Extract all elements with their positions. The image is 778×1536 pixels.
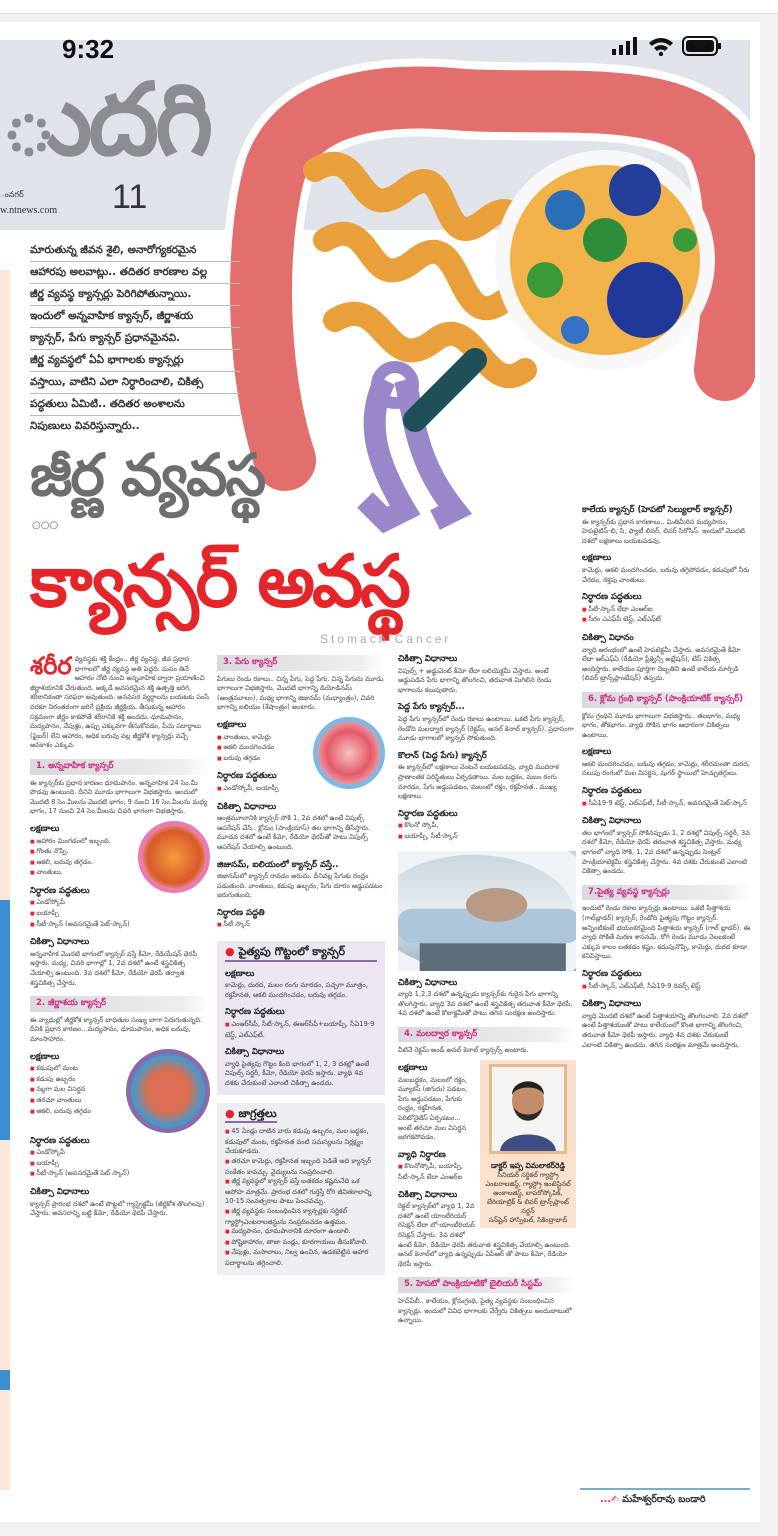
list-item: ■ కొలనో స్కోపీ,	[398, 821, 576, 832]
subheading: నిర్ధారణ పద్ధతులు	[30, 885, 90, 896]
section-text: క్యాన్సర్ ప్రారంభ దశలో ఉంటే పొట్టలో గ్యాస్ట్రెక్టమీ (జీర్ణకోశ తొలగింపు) చేస్తారు. అవసరాన్ని బట్టి కీమో, రేడియో థెరపీ చేస్తారు.	[30, 1199, 205, 1218]
cancer-cell-image	[138, 821, 210, 893]
section-text: తల భాగంలో క్యాన్సర్ సోకినప్పుడు 1, 2 దశల్లో విపుల్స్ సర్జరీ, 3వ దశలో కీమో, రేడియో థెరపీ తరువాత శస్త్రచికిత్స చేస్తారు. మధ్య భాగంలో వ్యాధి సోకి, 1, 2వ దశలో ఉన్నప్పుడు సెంట్రల్ పాంక్రియాటెక్టమీ శస్త్రచికిత్స చేస్తారు. 4వ దశకు చేరుకుంటే ఎలాంటి చికిత్సా ఉండదు.	[582, 828, 750, 876]
subheading: నిర్ధారణ పద్ధతులు	[582, 592, 642, 603]
byline	[600, 1494, 706, 1506]
list-item: ■ సీటీ-స్కాన్ (అవసరమైతే పెట్-స్కాన్)	[30, 920, 210, 931]
list-item: ■ తరచూ కామెర్లు, రక్తహీనత ఇబ్బంది పెడితే అది క్యాన్సర్ సంకేతం కావచ్చు. వైద్యులను సంప్రదించాలి.	[225, 1157, 377, 1177]
subheading: నిర్ధారణ పద్ధతులు	[30, 1135, 90, 1146]
section-text: వ్యాధి 1,2,3 దశలో ఉన్నప్పుడు క్యాన్సర్‌కు గురైన పేగు భాగాన్ని తొలగిస్తారు. వ్యాధి 3వ దశలో ఉంటే శస్త్రచికిత్స తరువాత కీమో థెరపీ, 4వ దశలో ఉంటే కొలాక్టమీతో పాటు తగిన సంరక్షణ అందిస్తారు.	[398, 990, 573, 1018]
intro-line: పద్ధతులు ఏమిటి.. తదితర అంశాలను	[30, 394, 240, 416]
list-item: ■ బయాప్సీ	[30, 1159, 210, 1170]
column-1	[30, 652, 210, 1219]
section-text: వీటినే రెక్టమ్ అండ్ అనల్ కెనాల్ క్యాన్సర్స్ అంటారు.	[398, 1046, 529, 1055]
intro-line: జీర్ణ వ్యవస్థ క్యాన్సర్లు పెరిగిపోతున్నాయి.	[30, 284, 240, 306]
masthead-place: ంనగర్	[0, 190, 24, 199]
dropcap: శరీర	[30, 652, 72, 680]
list-item: ■ పోష్టికాహారం, తాజా పండ్లు, కూరగాయలు తీసుకోవాలి.	[225, 1238, 377, 1249]
list-item: ■ జీర్ణ వ్యవస్థలో క్యాన్సర్ వస్తే బతకడం కష్టమనేది ఒక అపోహ మాత్రమే. ప్రారంభ దశలో గుర్తిస్తే రోగి జీవితకాలాన్ని 10-15 సంవత్సరాల పాటు పెంచవచ్చు.	[225, 1177, 377, 1207]
section-text: కామెర్లు, దురద, మలం రంగు మారడం, పచ్చగా మూత్రం, రక్తహీనత, ఆకలి మందగించడం, బరువు తగ్గడం.	[225, 981, 368, 999]
section-text: పేగులు రెండు రకాలు.. చిన్న పేగు, పెద్ద పేగు. చిన్న పేగును మూడు భాగాలుగా విభజిస్తారు. మొదటి భాగాన్ని డియోడినమ్ (ఆంత్రమూలం), మధ్య భాగాన్ని జిజునమ్ (మధ్యాంత్రం), చివరి భాగాన్ని ఐలియం (శేషాంత్రం) అంటారు.	[217, 674, 384, 712]
section-text: ఈ క్యాన్సర్‌కు ప్రధాన కారణం ధూమపానం. అన్నవాహిక 24 సెం.మీ పొడవు ఉంటుంది. దీనిని మూడు భాగాలుగా విభజిస్తారు. అందులో మొదటి 8 సెం.మీలను మొదటి భాగం, 9 నుంచి 16 సెం.మీలను మధ్య భాగం, 17 నుంచి 24 సెం.మీలను చివరి భాగంగా విభజిస్తారు.	[30, 778, 208, 816]
section-heading: 3. పేగు క్యాన్సర్	[217, 655, 385, 671]
intro-line: ఆహారపు అలవాట్లు.. తదితర కారణాల వల్ల	[30, 262, 240, 284]
subheading: నిర్ధారణ పద్ధతి	[217, 907, 265, 918]
list-item: ■ కడుపు ఉబ్బరం	[30, 1075, 210, 1086]
list-item: ■ సీరం ఎఎఫ్‌పీ టెస్ట్, ఎల్‌ఎఫ్‌టీ	[582, 615, 750, 626]
subheading: చికిత్సా విధానాలు	[582, 816, 642, 827]
list-item: ■ ఆహారం మింగడంలో ఇబ్బంది.	[30, 837, 210, 848]
section-heading: 7.పైత్య వ్యవస్థ క్యాన్సర్లు	[582, 885, 750, 901]
decorative-dots: ○○○	[32, 520, 59, 531]
section-text: ఈ క్యాన్సర్‌కు ప్రధాన కారణాలు.. మితిమీరిన మద్యపానం, హెపటైటిస్-బి, సి, ఫ్యాటీ లివర్, లివర్ సిరోసిస్. ఇందులో మొదటి దశలో లక్షణాలు బయటపడవు.	[582, 517, 745, 545]
ct-scanner-image	[398, 851, 576, 971]
subheading: లక్షణాలు	[30, 823, 60, 834]
list-item: ■ సీటీ-స్కాన్ (అవసరమైతే పెట్ స్కాన్)	[30, 1169, 210, 1180]
pen-icon: ...✍	[600, 1494, 619, 1505]
subheading: లక్షణాలు	[30, 1051, 60, 1062]
intro-line: నిపుణులు వివరిస్తున్నారు..	[30, 420, 140, 432]
doctor-title: సీనియర్ సర్జికల్ గ్యాస్ట్రో ఎంటరాలజిస్ట్, గ్యాస్ట్రో ఇంటెస్టినల్ ఆంకాలజిస్ట్, లాపరోస్కోపిక్, బేరియాట్రిక్ & లివర్ ట్రాన్స్‌ప్లాంట్ సర్జన్	[485, 1171, 571, 1216]
subheading: జిజునమ్, ఐలియంలో క్యాన్సర్ వస్తే..	[217, 859, 339, 870]
subheading: చికిత్సా విధానాలు	[398, 1189, 458, 1200]
section-text: ఆకలి మందగించడం, బరువు తగ్గడం, కామెర్లు, శరీరమంతా దురద, నలుపు రంగులో మల విసర్జన, షుగర్ స్థాయిలో హెచ్చుతగ్గులు.	[582, 759, 750, 778]
list-item: ■ గొంతు నొప్పి.	[30, 847, 210, 858]
subheading: నిర్ధారణ పద్ధతులు	[582, 968, 642, 979]
subheading: నిర్ధారణ పద్ధతులు	[582, 786, 642, 797]
list-item: ■ సీటీ స్కాన్	[217, 920, 385, 931]
list-item: ■ వేపుళ్లు, మసాలాలు, నిల్వ ఉంచిన, ఉడకబెట్టిన ఆహార పదార్థాలను తగ్గించాలి.	[225, 1248, 377, 1268]
section-text: మలబద్ధకం, మలంలో రక్తం, మ్యూకస్ (జిగురు) పడటం, పేగు అడ్డుపడటం, పేగుకు రంధ్రం, రక్తహీనత, పెరిటోనైటిస్ ఏర్పడటం... అంటే తరచూ మల విసర్జన జరగకపోవడం.	[398, 1075, 468, 1142]
column-3	[398, 655, 576, 1326]
intro-line: క్యాన్సర్, పేగు క్యాన్సర్ ప్రధానమైనవి.	[30, 328, 240, 350]
section-text: పెద్ద పేగు క్యాన్సర్‌లో రెండు రకాలు ఉంటాయి. ఒకటి పేగు క్యాన్సర్, రెండోది మలద్వార క్యాన్సర్ (రెక్టమ్, అనల్ కెనాల్ క్యాన్సర్). ప్రధానంగా మూడు భాగాలలో క్యాన్సర్ సోకుతుంది.	[398, 714, 574, 743]
list-item: ■ ఆకలి, బరువు తగ్గడం	[30, 1107, 210, 1118]
subheading: కాలేయ క్యాన్సర్ (హెపటో సెల్యులార్ క్యాన్సర్)	[582, 505, 733, 515]
left-edge-strip	[0, 270, 10, 1490]
section-text: ఆంత్రమూలానికి క్యాన్సర్ సోకి 1, 2వ దశలో ఉంటే విపుల్స్ ఆపరేషన్ చేసి.. క్లోమం (పాంక్రియాస్) తల భాగాన్ని తీసేస్తారు. మూడవ దశలో ఉంటే కీమో, రేడియో థెరపీతో పాటు విపుల్స్ ఆపరేషన్ చేయాల్సి ఉంటుంది.	[217, 814, 371, 851]
list-item: ■ బరువు తగ్గడం	[217, 754, 385, 765]
lead-text: వ్యవస్థకు శక్తి కేంద్రం.. జీర్ణ వ్యవస్థ. జీవ ప్రధాన భాగాలలో జీర్ణ వ్యవస్థ అతి పెద్దది. మనం తినే ఆహారం నోటి నుంచి అన్నవాహిక ద్వారా ప్రయాణించి జీర్ణాశయానికి చేరుతుంది. అక్కడే అవసరమైన శక్తి ఉత్పత్తి జరిగి, శరీరానికంతా సరఫరా అవుతుంది. అనవసర వ్యర్థాలను బయటకు పంపే వరకూ నిరంతరంగా జరిగే ప్రక్రియ జీర్ణక్రియ. తీసుకున్న ఆహారం సక్రమంగా జీర్ణం కాకపోతే శరీరానికి శక్తి అందదు. ధూమపానం, మద్యపానం, వేపుళ్లు, ఉప్పు ఎక్కువగా తీసుకోవడం, పీచు పదార్థాలు (ఫైబర్) లేని ఆహారం, అధిక బరువు వల్ల జీర్ణకోశ క్యాన్సర్లు వచ్చే అవకాశం ఎక్కువ.	[30, 655, 209, 750]
subheading: చికిత్సా విధానాలు	[398, 654, 458, 664]
box-heading: ● జాగ్రత్తలు	[225, 1109, 277, 1124]
intro-line: మారుతున్న జీవన శైలి, అనారోగ్యకరమైన	[30, 240, 240, 262]
subheading: నిర్ధారణ పద్ధతులు	[217, 771, 277, 782]
section-text: క్లోమ గ్రంథిని మూడు భాగాలుగా విభజిస్తారు.. తలభాగం, మధ్య భాగం, తోకభాగం. వ్యాధి సోకిన భాగం ఆధారంగా చికిత్సలు ఉంటాయి.	[582, 711, 741, 739]
subheading: నిర్ధారణ పద్ధతులు	[225, 1007, 285, 1018]
section-text: విపుల్స్ + అడ్జువెంట్ కీమో లేదా ఐలియెక్టమీ చేస్తారు. అంటే అడ్డుపడిన పేగు భాగాన్ని తొలగించి, తరువాత మిగిలిన రెండు భాగాలను కలుపుతారు.	[398, 666, 552, 694]
intro-text	[30, 240, 240, 437]
section-text: ఈ క్యాన్సర్‌లో లక్షణాలు వెంటనే బయటపడవు. వ్యాధి ముదిరాక ప్రాణాంతక పరిస్థితులు ఏర్పడతాయి. మల బద్ధకం, మలం రంగు మారడం, పేగు అడ్డుపడటం, మలంలో రక్తం, రక్తహీనత.. ముఖ్య లక్షణాలు.	[398, 763, 559, 801]
intro-line: ఇందులో అన్నవాహిక క్యాన్సర్, జీర్ణాశయ	[30, 306, 240, 328]
doctor-hospital: సన్‌షైన్ హాస్పిటల్, సికింద్రాబాద్	[488, 1216, 568, 1225]
section-heading: 2. జీర్ణాశయ క్యాన్సర్	[30, 996, 210, 1012]
digestive-system-illustration	[215, 40, 755, 560]
section-text: జిజునమ్‌లో క్యాన్సర్ రావడం అరుదు. దీనివల్ల పేగుకు రంధ్రం పడుతుంది. వాంతులు, కడుపు ఉబ్బరం, పేగు దూరం అడ్డుపడటం జరుగుతుంది.	[217, 872, 383, 900]
list-item: ■ బయాప్సీ, సీటీ-స్కాన్	[398, 832, 576, 843]
subheading: చికిత్సా విధానాలు	[30, 937, 90, 948]
list-item: ■ బయాప్సీ	[30, 909, 210, 920]
doctor-name: డాక్టర్ ఇప్ప విమలాకర్‌రెడ్డి	[490, 1161, 566, 1171]
subheading: చికిత్సా విధానాలు	[398, 977, 458, 988]
bile-duct-box	[217, 941, 385, 1095]
section-heading: 6. క్లోమ గ్రంథి క్యాన్సర్ (పాంక్రియాటిక్ క్యాన్సర్)	[582, 692, 750, 708]
doctor-caption	[480, 1158, 576, 1228]
list-item: ■ 45 ఏండ్లు దాటిన వారు కడుపు ఉబ్బరం, మల బద్ధకం, కడుపులో మంట, రక్తహీనత వంటి సమస్యలను నిర్లక్ష్యం చేయకూడదు.	[225, 1127, 377, 1157]
subheading: పెద్ద పేగు క్యాన్సర్...	[398, 702, 465, 713]
stomach-image	[126, 1049, 210, 1133]
section-text: వ్యాధి ఆరంభంలో ఉంటే హెపటెక్టమీ చేస్తారు. అవసరమైతే కీమో లేదా ఆర్ఎఫ్ఏ (రేడియో ఫ్రీక్వెన్సీ అబ్లేషన్), టేస్ చికిత్స అందిస్తారు. కాలేయం పూర్తిగా దెబ్బతిని ఉంటే కాలేయ మార్పిడి (లివర్ ట్రాన్స్‌ప్లాంటేషన్) తప్పదు.	[582, 645, 741, 683]
section-text: రెక్టల్ క్యాన్సర్‌లో వ్యాధి 1, 2వ దశలో ఉంటే యాంటీరియర్ రిసెక్షన్ లేదా లో-యాంటీరియర్ రిసెక్షన్ చేస్తారు. 3వ దశలో ఉంటే కీమో, రేడియో థెరపీ తరువాత శస్త్రచికిత్స చేయాల్సి ఉంటుంది. అనల్ కెనాల్‌లో వ్యాధి ఉన్నప్పుడు ఏపీఆర్ తో పాటు కీమో, రేడియో థెరపీ ఇస్తారు.	[398, 1202, 571, 1268]
top-bar	[0, 0, 778, 14]
list-item: ■ వాంతులు, కామెర్లు	[217, 733, 385, 744]
list-item: ■ కడుపులో మంట	[30, 1064, 210, 1075]
subheading: చికిత్సా విధానాలు	[582, 999, 642, 1010]
intestine-image	[313, 717, 385, 789]
list-item: ■ సీటీ-స్కాన్, ఎల్‌ఎఫ్‌టీ, సీఏ19-9 రివర్స్ టెస్ట్	[582, 982, 750, 993]
subheading: లక్షణాలు	[582, 747, 612, 758]
byline-name: మహేశ్వర్‌రావు బండారి	[622, 1494, 706, 1505]
page-number: 11	[112, 178, 148, 216]
headline-line2: క్యాన్సర్ అవస్థ	[30, 539, 408, 623]
website: w.ntnews.com	[0, 205, 58, 216]
subheading: లక్షణాలు	[582, 553, 612, 564]
section-text: ఈ వ్యాధుల్లో జీర్ణకోశ క్యాన్సర్ బాధితుల సంఖ్య బాగా పెరుగుతున్నది. దీనికి ప్రధాన కారణం.. మద్యపానం, ధూమపానం, అధిక బరువు, మాంసాహారం.	[30, 1015, 203, 1043]
list-item: ■ ఎండోస్కోపీ	[30, 898, 210, 909]
list-item: ■ జీర్ణ వ్యవస్థకు సంబంధించిన క్యాన్సర్లకు సర్జికల్ గ్యాస్ట్రోఎంటరాలజిస్టును సంప్రదించడం ఉత్తమం.	[225, 1207, 377, 1227]
list-item: ■ సీఏ19-9 టెస్ట్, ఎల్‌ఎఫ్‌టీ, సీటీ-స్కాన్, అవసరమైతే పెట్-స్కాన్	[582, 799, 750, 810]
headline-subtitle: Stomach Cancer	[320, 632, 452, 646]
section-text: కామెర్లు, ఆకలి మందగించడం, బరువు తగ్గిపోవడం, కడుపులో నీరు చేరడం, రక్తపు వాంతులు.	[582, 565, 750, 584]
section-heading: 5. హెపటో పాంక్రియాటికో బైలియరీ సిస్టమ్	[398, 1277, 576, 1293]
doctor-photo-frame	[480, 1060, 576, 1158]
intro-line: వస్తాయి, వాటిని ఎలా నిర్ధారించాలి, చికిత్స	[30, 372, 240, 394]
subheading: లక్షణాలు	[225, 968, 255, 979]
status-time: 9:32	[62, 34, 115, 64]
list-item: ■ ఎండోస్కోపీ, బయాప్సీ	[217, 784, 385, 795]
section-text: వ్యాధి మొదటి దశలో ఉంటే పిత్తాశయాన్ని తొలగించాలి. 2వ దశలో ఉంటే పిత్తాశయంతో పాటు కాలేయంలో కొంత భాగాన్ని తొలగించి, తరువాత కీమో థెరపీ ఇస్తారు. వ్యాధి 4వ దశకు చేరుకుంటే ఎలాంటి చికిత్సా ఉండదు. తగిన సంరక్షణ మాత్రమే అందిస్తారు.	[582, 1011, 748, 1049]
section-text: అన్నవాహిక మొదటి భాగంలో క్యాన్సర్ వస్తే కీమో, రేడియేషన్ థెరపీ ఇస్తారు. మధ్య, చివరి భాగాల్లో 1, 2వ దశలో ఉంటే శస్త్రచికిత్స చేయాల్సి ఉంటుంది. 3వ దశలో కీమో, రేడియో థెరపీ తర్వాత శస్త్రచికిత్స చేస్తారు.	[30, 949, 198, 987]
section-text: హెచ్‌పీబీ.. కాలేయం, క్లోమగ్రంథి, పైత్య వ్యవస్థకు సంబంధించిన క్యాన్సర్లు. ఇందులో వివిధ భాగాలకు వేర్వేరు చికిత్సలు అందుబాటులో ఉన్నాయి.	[398, 1296, 572, 1325]
doctor-photo	[489, 1064, 567, 1154]
subheading: చికిత్సా విధానం	[582, 632, 634, 643]
subheading: చికిత్సా విధానాలు	[30, 1186, 90, 1197]
list-item: ■ ఆకలి మందగించడం	[217, 743, 385, 754]
list-item: ■ ఎంఆర్‌సీపీ, సీటీ-స్కాన్, ఈఆర్‌సీపీ+బయాప్సీ, సీఏ19-9 టెస్ట్, ఎల్‌ఎఫ్‌టీ.	[225, 1020, 377, 1040]
section-text: ఇందులో రెండు రకాల క్యాన్సర్లు ఉంటాయి. ఒకటి పిత్తాశయ (గాల్‌బ్లాడర్) క్యాన్సర్, రెండోది పైత్యపు గొట్టం క్యాన్సర్. అన్నింటికంటే భయంకరమైంది పిత్తాశయ క్యాన్సర్ (గాల్ బ్లాడర్). ఈ వ్యాధి సోకితే మరణ శాసనమే. రోగి రెండు మూడు నెలలకంటే ఎక్కువ కాలం బతకడం కష్టం. కడుపునొప్పి, కామెర్లు, దురద కూడా కనిపిస్తాయి.	[582, 904, 750, 961]
section-heading: 4. మలద్వార క్యాన్సర్	[398, 1027, 576, 1043]
subheading: వ్యాధి నిర్ధారణ	[398, 1149, 446, 1160]
list-item: ■ ఆకలి, బరువు తగ్గడం.	[30, 858, 210, 869]
list-item: ■ ఎండోస్కోపీ	[30, 1148, 210, 1159]
masthead-title: ుదగి	[0, 61, 210, 178]
list-item: ■ నల్లగా మల విసర్జన	[30, 1085, 210, 1096]
divider	[580, 1488, 750, 1490]
subheading: చికిత్సా విధానాలు	[225, 1047, 285, 1058]
subheading: చికిత్సా విధానాలు	[217, 801, 277, 812]
precautions-box	[217, 1103, 385, 1275]
column-4	[582, 498, 750, 1050]
subheading: లక్షణాలు	[217, 719, 247, 730]
subheading: కొలాన్ (పెద్ద పేగు) క్యాన్సర్	[398, 750, 487, 761]
list-item: ■ తరచూ వాంతులు	[30, 1096, 210, 1107]
column-2	[217, 655, 385, 1275]
section-text: వ్యాధి పైత్యపు గొట్టం కింది భాగంలో 1, 2, 3 దశల్లో ఉంటే విపుల్స్ సర్జరీ, కీమో, రేడియో థెరపీ ఇస్తారు. వ్యాధి 4వ దశకు చేరుకుంటే ఎలాంటి చికిత్సా ఉండదు.	[225, 1059, 370, 1087]
subheading: నిర్ధారణ పద్ధతులు	[398, 808, 458, 819]
box-heading: ● పైత్యపు గొట్టంలో క్యాన్సర్	[225, 947, 377, 962]
doctor-profile	[480, 1060, 576, 1228]
list-item: ■ మద్యపానం, ధూమపానానికి దూరంగా ఉండాలి.	[225, 1227, 377, 1238]
intro-line: జీర్ణ వ్యవస్థలో ఏఏ భాగాలకు క్యాన్సర్లు	[30, 350, 240, 372]
ct-scan-photo	[398, 851, 576, 971]
list-item: ■ కొలనోస్కోపీ, బయాప్సీ, సీటీ-స్కాన్ లేదా ఎంఆర్ఐ	[398, 1162, 576, 1182]
section-heading: 1. అన్నవాహిక క్యాన్సర్	[30, 759, 210, 775]
list-item: ■ సీటీ-స్కాన్ లేదా ఎంఆర్ఐ	[582, 605, 750, 616]
headline-line1: జీర్ణ వ్యవస్థ	[30, 441, 265, 509]
subheading: లక్షణాలు	[398, 1063, 428, 1074]
list-item: ■ వాంతులు.	[30, 868, 210, 879]
